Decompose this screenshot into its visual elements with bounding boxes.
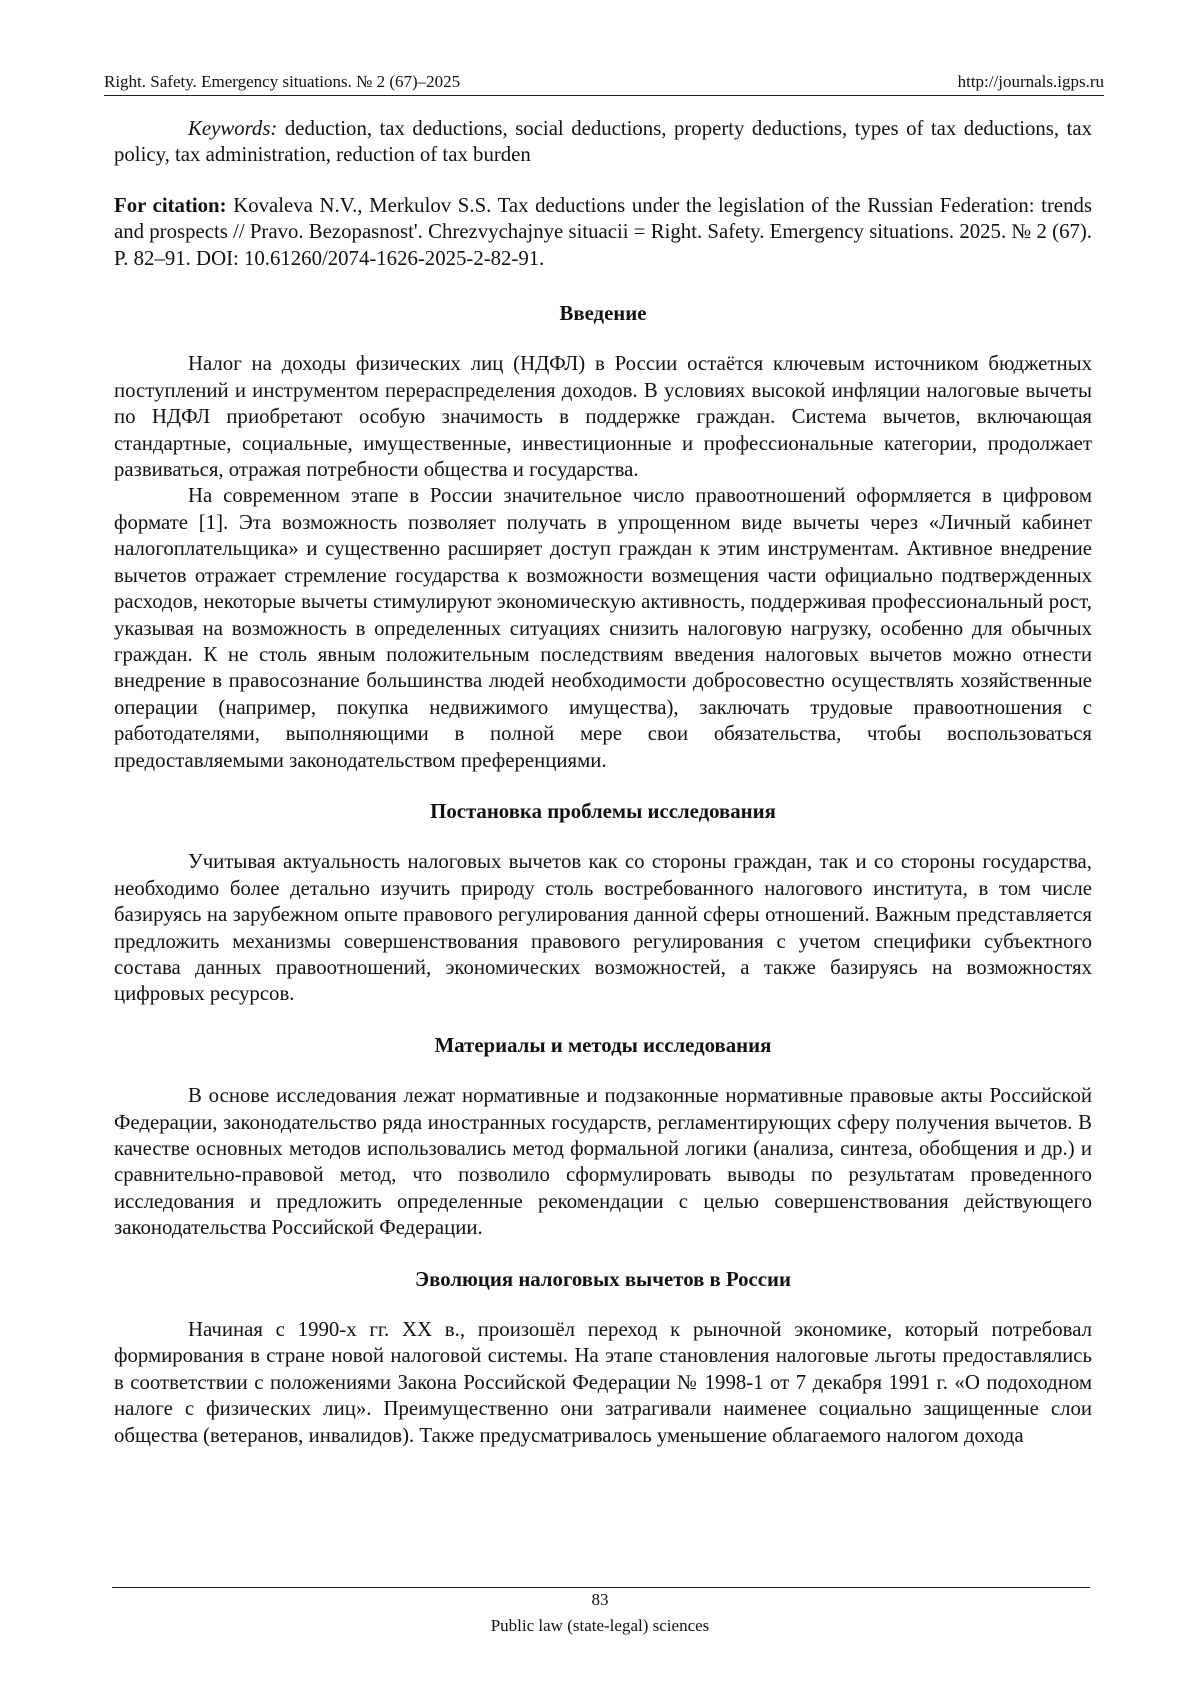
journal-url[interactable]: http://journals.igps.ru [957,72,1104,91]
section-heading-introduction: Введение [559,302,647,326]
paragraph: Учитывая актуальность налоговых вычетов как со стороны граждан, так и со стороны государства, необходимо более детально изучить природу столь востребованного налогового института, в том числе базируясь на зарубежном опыте правового регулирования данной сферы отношений. Важным представляется предложить механизмы совершенствования правового регулирования с учетом специфики субъектного состава данных правоотношений, экономических возможностей, а также базируясь на возможностях цифровых ресурсов. [114,850,1092,1006]
section-heading-evolution: Эволюция налоговых вычетов в России [415,1267,791,1291]
section-heading-methods: Материалы и методы исследования [434,1033,772,1057]
article-body [114,116,1092,1449]
page-number: 83 [591,1590,609,1609]
paragraph: На современном этапе в России значительное число правоотношений оформляется в цифровом формате [1]. Эта возможность позволяет получать в упрощенном виде вычеты через «Личный кабинет налогоплательщика» и существенно расширяет доступ граждан к этим инструментам. Активное внедрение вычетов отражает стремление государства к возможности возмещения части официально подтвержденных расходов, некоторые вычеты стимулируют экономическую активность, поддерживая профессиональный рост, указывая на возможность в определенных ситуациях снизить налоговую нагрузку, особенно для обычных граждан. К не столь явным положительным последствиям введения налоговых вычетов можно отнести внедрение в правосознание большинства людей необходимости добросовестно осуществлять хозяйственные операции (например, покупка недвижимого имущества), заключать трудовые правоотношения с работодателями, выполняющими в полной мере свои обязательства, чтобы воспользоваться предоставляемыми законодательством преференциями. [114,484,1092,772]
footer-rule [112,1587,1090,1588]
paragraph: Налог на доходы физических лиц (НДФЛ) в России остаётся ключевым источником бюджетных поступлений и инструментом перераспределения доходов. В условиях высокой инфляции налоговые вычеты по НДФЛ приобретают особую значимость в поддержке граждан. Система вычетов, включающая стандартные, социальные, имущественные, инвестиционные и профессиональные категории, продолжает развиваться, отражая потребности общества и государства. [114,352,1092,482]
journal-title: Right. Safety. Emergency situations. № 2 (67)–2025 [104,72,461,91]
keywords-label: Keywords: [188,117,278,140]
keywords-block [114,116,1092,169]
running-header [104,72,1104,92]
footer-section-title: Public law (state-legal) sciences [490,1616,710,1635]
section-heading-problem: Постановка проблемы исследования [430,799,776,823]
citation-label: For citation: [114,193,227,217]
paragraph: В основе исследования лежат нормативные и подзаконные нормативные правовые акты Российской Федерации, законодательство ряда иностранных государств, регламентирующих сферу получения вычетов. В качестве основных методов использовались метод формальной логики (анализа, синтеза, обобщения и др.) и сравнительно-правовой метод, что позволило сформулировать выводы по результатам проведенного исследования и предложить определенные рекомендации с целью совершенствования действующего законодательства Российской Федерации. [114,1084,1092,1240]
citation-text: Kovaleva N.V., Merkulov S.S. Tax deductions under the legislation of the Russian Federation: trends and prospects // Pravo. Bezopasnost'. Chrezvychajnye situacii = Right. Safety. Emergency situations. 2025. № 2 (67). P. 82–91. DOI: 10.61260/2074-1626-2025-2-82-91. [114,193,1092,270]
header-rule [104,95,1104,96]
keywords-text: deduction, tax deductions, social deductions, property deductions, types of tax deductions, tax policy, tax administration, reduction of tax burden [114,117,1092,167]
paragraph: Начиная с 1990-х гг. XX в., произошёл переход к рыночной экономике, который потребовал формирования в стране новой налоговой системы. На этапе становления налоговые льготы предоставлялись в соответствии с положениями Закона Российской Федерации № 1998-1 от 7 декабря 1991 г. «О подоходном налоге с физических лиц». Преимущественно они затрагивали наименее социально защищенные слои общества (ветеранов, инвалидов). Также предусматривалось уменьшение облагаемого налогом дохода [114,1318,1092,1447]
citation-block [114,193,1092,272]
